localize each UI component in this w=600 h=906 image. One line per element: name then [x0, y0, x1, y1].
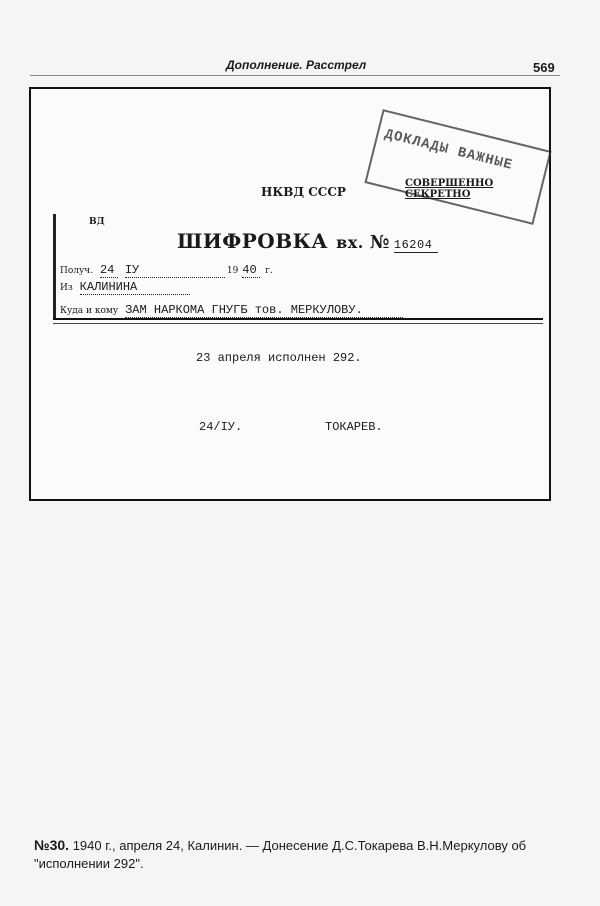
incoming-label: вх.: [336, 233, 364, 252]
cipher-telegram-document: [29, 87, 551, 501]
document-title: [177, 229, 438, 253]
stamp-text: ДОКЛАДЫ ВАЖНЫЕ: [382, 126, 515, 174]
document-caption: [34, 836, 564, 873]
received-label: Получ.: [60, 266, 94, 276]
from-field: [60, 280, 190, 295]
title-word: ШИФРОВКА: [177, 229, 329, 253]
from-label: Из: [60, 283, 73, 293]
running-title: Дополнение. Расстрел: [226, 58, 367, 72]
to-value: ЗАМ НАРКОМА ГНУГБ тов. МЕРКУЛОВУ.: [125, 303, 403, 318]
margin-bar: [53, 214, 56, 320]
stamp: [364, 109, 551, 225]
received-day: 24: [100, 263, 118, 278]
message-date: 24/IУ.: [199, 420, 243, 434]
to-field: [60, 303, 403, 318]
message-text: 23 апреля исполнен 292.: [196, 351, 362, 365]
separator-rule: [53, 318, 543, 320]
agency-name: НКВД СССР: [261, 185, 346, 199]
caption-doc-number: №30.: [34, 837, 70, 853]
separator-rule-thin: [53, 323, 543, 324]
received-year: 40: [242, 263, 260, 278]
to-label: Куда и кому: [60, 306, 119, 316]
incoming-number: 16204: [394, 238, 438, 253]
from-value: КАЛИНИНА: [80, 280, 190, 295]
received-month: IУ: [125, 263, 225, 278]
received-suffix: г.: [265, 266, 273, 276]
page-number: 569: [533, 60, 555, 75]
number-sign: №: [369, 232, 390, 253]
received-year-prefix: 19: [226, 266, 239, 276]
caption-text: 1940 г., апреля 24, Калинин. — Донесение Д.С.Токарева В.Н.Меркулову об "исполнении 292".: [34, 838, 527, 871]
secrecy-mark: СОВЕРШЕННО СЕКРЕТНО: [405, 178, 494, 200]
page-header: [0, 56, 600, 80]
signature: ТОКАРЕВ.: [325, 420, 383, 434]
header-rule: [30, 75, 560, 76]
vd-label: ВД: [89, 217, 105, 227]
received-field: [60, 263, 273, 278]
